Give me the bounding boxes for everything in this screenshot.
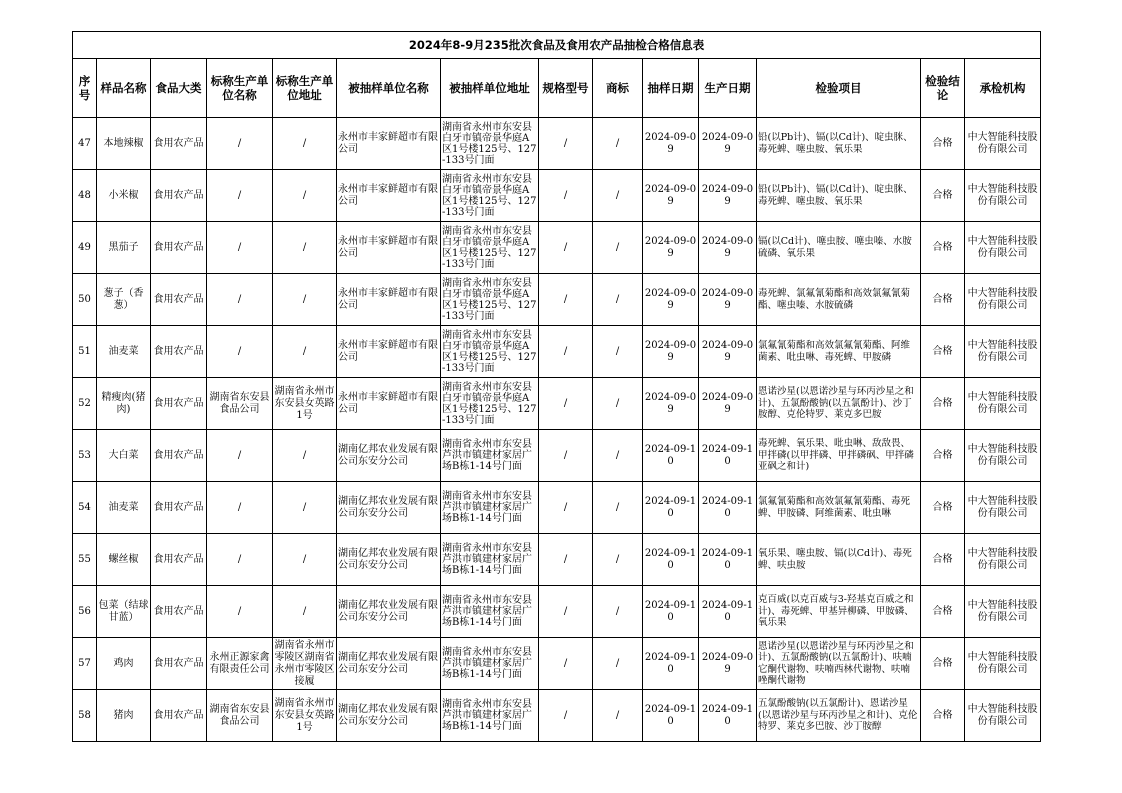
table-row [73, 326, 1041, 378]
column-header: 标称生产单位地址 [273, 59, 337, 118]
cell-manufacturer-name: / [207, 326, 273, 378]
cell-category: 食用农产品 [151, 378, 207, 430]
cell-sampled-unit-name: 永州市丰家鲜超市有限公司 [337, 118, 441, 170]
cell-result: 合格 [921, 638, 965, 690]
cell-no: 55 [73, 534, 97, 586]
cell-sampled-unit-name: 湖南亿邦农业发展有限公司东安分公司 [337, 638, 441, 690]
cell-no: 47 [73, 118, 97, 170]
cell-sample-name: 包菜（结球甘蓝） [97, 586, 151, 638]
cell-manufacturer-name: 湖南省东安县食品公司 [207, 378, 273, 430]
cell-brand: / [593, 482, 643, 534]
cell-manufacturer-address: / [273, 170, 337, 222]
cell-sample-name: 油麦菜 [97, 326, 151, 378]
column-header: 被抽样单位名称 [337, 59, 441, 118]
cell-spec: / [539, 482, 593, 534]
cell-result: 合格 [921, 534, 965, 586]
cell-manufacturer-name: / [207, 170, 273, 222]
cell-no: 52 [73, 378, 97, 430]
cell-brand: / [593, 326, 643, 378]
cell-spec: / [539, 378, 593, 430]
column-header: 规格型号 [539, 59, 593, 118]
cell-sampling-date: 2024-09-10 [643, 534, 699, 586]
cell-test-items: 铅(以Pb计)、镉(以Cd计)、啶虫脒、毒死蜱、噻虫胺、氧乐果 [757, 118, 921, 170]
cell-sampled-unit-address: 湖南省永州市东安县芦洪市镇建材家居广场B栋1-14号门面 [441, 690, 539, 742]
cell-sampling-date: 2024-09-10 [643, 586, 699, 638]
column-header: 商标 [593, 59, 643, 118]
cell-manufacturer-address: / [273, 326, 337, 378]
cell-sample-name: 本地辣椒 [97, 118, 151, 170]
cell-brand: / [593, 534, 643, 586]
cell-spec: / [539, 690, 593, 742]
column-header: 食品大类 [151, 59, 207, 118]
cell-sampling-date: 2024-09-09 [643, 378, 699, 430]
cell-sampling-date: 2024-09-09 [643, 326, 699, 378]
cell-testing-lab: 中大智能科技股份有限公司 [965, 534, 1041, 586]
cell-production-date: 2024-09-09 [699, 638, 757, 690]
cell-brand: / [593, 586, 643, 638]
cell-testing-lab: 中大智能科技股份有限公司 [965, 170, 1041, 222]
cell-sampled-unit-name: 湖南亿邦农业发展有限公司东安分公司 [337, 690, 441, 742]
cell-manufacturer-address: 湖南省永州市东安县女英路1号 [273, 378, 337, 430]
cell-sampled-unit-address: 湖南省永州市东安县白牙市镇帝景华庭A区1号楼125号、127-133号门面 [441, 274, 539, 326]
cell-test-items: 恩诺沙星(以恩诺沙星与环丙沙星之和计)、五氯酚酸钠(以五氯酚计)、呋喃它酮代谢物、呋喃西林代谢物、呋喃唑酮代谢物 [757, 638, 921, 690]
cell-sampled-unit-address: 湖南省永州市东安县白牙市镇帝景华庭A区1号楼125号、127-133号门面 [441, 170, 539, 222]
cell-test-items: 克百威(以克百威与3-羟基克百威之和计)、毒死蜱、甲基异柳磷、甲胺磷、氧乐果 [757, 586, 921, 638]
cell-spec: / [539, 430, 593, 482]
cell-category: 食用农产品 [151, 638, 207, 690]
cell-category: 食用农产品 [151, 690, 207, 742]
cell-sampled-unit-address: 湖南省永州市东安县白牙市镇帝景华庭A区1号楼125号、127-133号门面 [441, 326, 539, 378]
cell-manufacturer-name: / [207, 274, 273, 326]
cell-manufacturer-address: / [273, 482, 337, 534]
cell-sample-name: 黑茄子 [97, 222, 151, 274]
cell-testing-lab: 中大智能科技股份有限公司 [965, 222, 1041, 274]
cell-production-date: 2024-09-10 [699, 690, 757, 742]
cell-result: 合格 [921, 170, 965, 222]
cell-test-items: 毒死蜱、氯氟氰菊酯和高效氯氟氰菊酯、噻虫嗪、水胺硫磷 [757, 274, 921, 326]
header-row [73, 59, 1041, 118]
cell-sampled-unit-name: 湖南亿邦农业发展有限公司东安分公司 [337, 586, 441, 638]
cell-category: 食用农产品 [151, 222, 207, 274]
cell-category: 食用农产品 [151, 326, 207, 378]
cell-production-date: 2024-09-09 [699, 326, 757, 378]
cell-category: 食用农产品 [151, 586, 207, 638]
table-row [73, 274, 1041, 326]
cell-testing-lab: 中大智能科技股份有限公司 [965, 690, 1041, 742]
table-row [73, 118, 1041, 170]
cell-category: 食用农产品 [151, 118, 207, 170]
cell-sampling-date: 2024-09-09 [643, 118, 699, 170]
column-header: 样品名称 [97, 59, 151, 118]
cell-testing-lab: 中大智能科技股份有限公司 [965, 482, 1041, 534]
cell-production-date: 2024-09-10 [699, 534, 757, 586]
column-header: 标称生产单位名称 [207, 59, 273, 118]
cell-manufacturer-name: 湖南省东安县食品公司 [207, 690, 273, 742]
table-row [73, 430, 1041, 482]
cell-test-items: 氧乐果、噻虫胺、镉(以Cd计)、毒死蜱、呋虫胺 [757, 534, 921, 586]
cell-sampling-date: 2024-09-09 [643, 222, 699, 274]
cell-category: 食用农产品 [151, 274, 207, 326]
cell-production-date: 2024-09-10 [699, 430, 757, 482]
cell-production-date: 2024-09-10 [699, 586, 757, 638]
column-header: 被抽样单位地址 [441, 59, 539, 118]
cell-sample-name: 鸡肉 [97, 638, 151, 690]
cell-sampled-unit-name: 永州市丰家鲜超市有限公司 [337, 274, 441, 326]
cell-brand: / [593, 430, 643, 482]
cell-manufacturer-address: / [273, 222, 337, 274]
cell-test-items: 毒死蜱、氧乐果、吡虫啉、敌敌畏、甲拌磷(以甲拌磷、甲拌磷砜、甲拌磷亚砜之和计) [757, 430, 921, 482]
cell-sample-name: 油麦菜 [97, 482, 151, 534]
cell-manufacturer-name: 永州正源家禽有限责任公司 [207, 638, 273, 690]
title-row [73, 32, 1041, 59]
cell-manufacturer-name: / [207, 586, 273, 638]
cell-no: 57 [73, 638, 97, 690]
cell-sampled-unit-address: 湖南省永州市东安县芦洪市镇建材家居广场B栋1-14号门面 [441, 482, 539, 534]
cell-result: 合格 [921, 378, 965, 430]
cell-sampling-date: 2024-09-10 [643, 638, 699, 690]
cell-testing-lab: 中大智能科技股份有限公司 [965, 326, 1041, 378]
cell-sampled-unit-name: 湖南亿邦农业发展有限公司东安分公司 [337, 430, 441, 482]
cell-spec: / [539, 170, 593, 222]
cell-sampling-date: 2024-09-09 [643, 170, 699, 222]
cell-result: 合格 [921, 326, 965, 378]
cell-sampling-date: 2024-09-10 [643, 690, 699, 742]
cell-category: 食用农产品 [151, 170, 207, 222]
cell-spec: / [539, 222, 593, 274]
cell-manufacturer-name: / [207, 534, 273, 586]
cell-production-date: 2024-09-09 [699, 222, 757, 274]
cell-manufacturer-address: / [273, 118, 337, 170]
cell-result: 合格 [921, 586, 965, 638]
table-row [73, 534, 1041, 586]
cell-manufacturer-name: / [207, 430, 273, 482]
table-title: 2024年8-9月235批次食品及食用农产品抽检合格信息表 [73, 32, 1041, 59]
cell-manufacturer-address: 湖南省永州市东安县女英路1号 [273, 690, 337, 742]
cell-brand: / [593, 274, 643, 326]
cell-no: 48 [73, 170, 97, 222]
cell-testing-lab: 中大智能科技股份有限公司 [965, 118, 1041, 170]
cell-no: 53 [73, 430, 97, 482]
cell-manufacturer-address: 湖南省永州市零陵区湖南省永州市零陵区接履 [273, 638, 337, 690]
cell-sample-name: 葱子（香葱） [97, 274, 151, 326]
cell-brand: / [593, 118, 643, 170]
cell-no: 58 [73, 690, 97, 742]
cell-manufacturer-address: / [273, 274, 337, 326]
cell-no: 49 [73, 222, 97, 274]
table-row [73, 690, 1041, 742]
cell-manufacturer-name: / [207, 482, 273, 534]
cell-brand: / [593, 170, 643, 222]
cell-production-date: 2024-09-09 [699, 378, 757, 430]
cell-sampled-unit-name: 永州市丰家鲜超市有限公司 [337, 170, 441, 222]
cell-sampled-unit-name: 湖南亿邦农业发展有限公司东安分公司 [337, 482, 441, 534]
cell-sampling-date: 2024-09-10 [643, 482, 699, 534]
cell-sampled-unit-address: 湖南省永州市东安县芦洪市镇建材家居广场B栋1-14号门面 [441, 430, 539, 482]
table-row [73, 586, 1041, 638]
cell-manufacturer-address: / [273, 534, 337, 586]
column-header: 抽样日期 [643, 59, 699, 118]
cell-sampled-unit-address: 湖南省永州市东安县白牙市镇帝景华庭A区1号楼125号、127-133号门面 [441, 222, 539, 274]
cell-result: 合格 [921, 690, 965, 742]
cell-test-items: 恩诺沙星(以恩诺沙星与环丙沙星之和计)、五氯酚酸钠(以五氯酚计)、沙丁胺醇、克伦特罗、莱克多巴胺 [757, 378, 921, 430]
cell-production-date: 2024-09-09 [699, 118, 757, 170]
cell-sampling-date: 2024-09-09 [643, 274, 699, 326]
table-row [73, 638, 1041, 690]
cell-testing-lab: 中大智能科技股份有限公司 [965, 430, 1041, 482]
cell-result: 合格 [921, 118, 965, 170]
cell-category: 食用农产品 [151, 430, 207, 482]
cell-no: 50 [73, 274, 97, 326]
cell-no: 54 [73, 482, 97, 534]
cell-spec: / [539, 326, 593, 378]
cell-category: 食用农产品 [151, 482, 207, 534]
cell-brand: / [593, 222, 643, 274]
cell-sampling-date: 2024-09-10 [643, 430, 699, 482]
table-row [73, 222, 1041, 274]
cell-result: 合格 [921, 274, 965, 326]
cell-test-items: 镉(以Cd计)、噻虫胺、噻虫嗪、水胺硫磷、氧乐果 [757, 222, 921, 274]
cell-testing-lab: 中大智能科技股份有限公司 [965, 638, 1041, 690]
cell-brand: / [593, 690, 643, 742]
cell-sample-name: 小米椒 [97, 170, 151, 222]
column-header: 生产日期 [699, 59, 757, 118]
cell-brand: / [593, 378, 643, 430]
cell-manufacturer-address: / [273, 430, 337, 482]
cell-result: 合格 [921, 222, 965, 274]
cell-brand: / [593, 638, 643, 690]
table-row [73, 378, 1041, 430]
cell-result: 合格 [921, 430, 965, 482]
cell-spec: / [539, 118, 593, 170]
cell-no: 51 [73, 326, 97, 378]
cell-sampled-unit-address: 湖南省永州市东安县芦洪市镇建材家居广场B栋1-14号门面 [441, 534, 539, 586]
cell-sample-name: 精瘦肉(猪肉) [97, 378, 151, 430]
cell-sampled-unit-address: 湖南省永州市东安县白牙市镇帝景华庭A区1号楼125号、127-133号门面 [441, 378, 539, 430]
column-header: 检验结论 [921, 59, 965, 118]
cell-sampled-unit-name: 永州市丰家鲜超市有限公司 [337, 326, 441, 378]
cell-category: 食用农产品 [151, 534, 207, 586]
cell-testing-lab: 中大智能科技股份有限公司 [965, 586, 1041, 638]
cell-production-date: 2024-09-10 [699, 482, 757, 534]
column-header: 检验项目 [757, 59, 921, 118]
cell-production-date: 2024-09-09 [699, 170, 757, 222]
cell-production-date: 2024-09-09 [699, 274, 757, 326]
cell-spec: / [539, 638, 593, 690]
cell-manufacturer-address: / [273, 586, 337, 638]
cell-spec: / [539, 534, 593, 586]
column-header: 序号 [73, 59, 97, 118]
cell-sampled-unit-name: 湖南亿邦农业发展有限公司东安分公司 [337, 534, 441, 586]
cell-test-items: 五氯酚酸钠(以五氯酚计)、恩诺沙星(以恩诺沙星与环丙沙星之和计)、克伦特罗、莱克多巴胺、沙丁胺醇 [757, 690, 921, 742]
table-row [73, 482, 1041, 534]
cell-sample-name: 猪肉 [97, 690, 151, 742]
cell-manufacturer-name: / [207, 118, 273, 170]
cell-spec: / [539, 586, 593, 638]
cell-testing-lab: 中大智能科技股份有限公司 [965, 378, 1041, 430]
cell-sampled-unit-name: 永州市丰家鲜超市有限公司 [337, 378, 441, 430]
cell-test-items: 氯氟氰菊酯和高效氯氟氰菊酯、毒死蜱、甲胺磷、阿维菌素、吡虫啉 [757, 482, 921, 534]
cell-sampled-unit-address: 湖南省永州市东安县芦洪市镇建材家居广场B栋1-14号门面 [441, 586, 539, 638]
cell-test-items: 氯氟氰菊酯和高效氯氟氰菊酯、阿维菌素、吡虫啉、毒死蜱、甲胺磷 [757, 326, 921, 378]
cell-manufacturer-name: / [207, 222, 273, 274]
table-row [73, 170, 1041, 222]
cell-sample-name: 螺丝椒 [97, 534, 151, 586]
cell-testing-lab: 中大智能科技股份有限公司 [965, 274, 1041, 326]
cell-sample-name: 大白菜 [97, 430, 151, 482]
cell-sampled-unit-address: 湖南省永州市东安县芦洪市镇建材家居广场B栋1-14号门面 [441, 638, 539, 690]
cell-no: 56 [73, 586, 97, 638]
cell-sampled-unit-address: 湖南省永州市东安县白牙市镇帝景华庭A区1号楼125号、127-133号门面 [441, 118, 539, 170]
cell-sampled-unit-name: 永州市丰家鲜超市有限公司 [337, 222, 441, 274]
column-header: 承检机构 [965, 59, 1041, 118]
inspection-table [72, 31, 1041, 742]
cell-spec: / [539, 274, 593, 326]
cell-result: 合格 [921, 482, 965, 534]
cell-test-items: 铅(以Pb计)、镉(以Cd计)、啶虫脒、毒死蜱、噻虫胺、氧乐果 [757, 170, 921, 222]
